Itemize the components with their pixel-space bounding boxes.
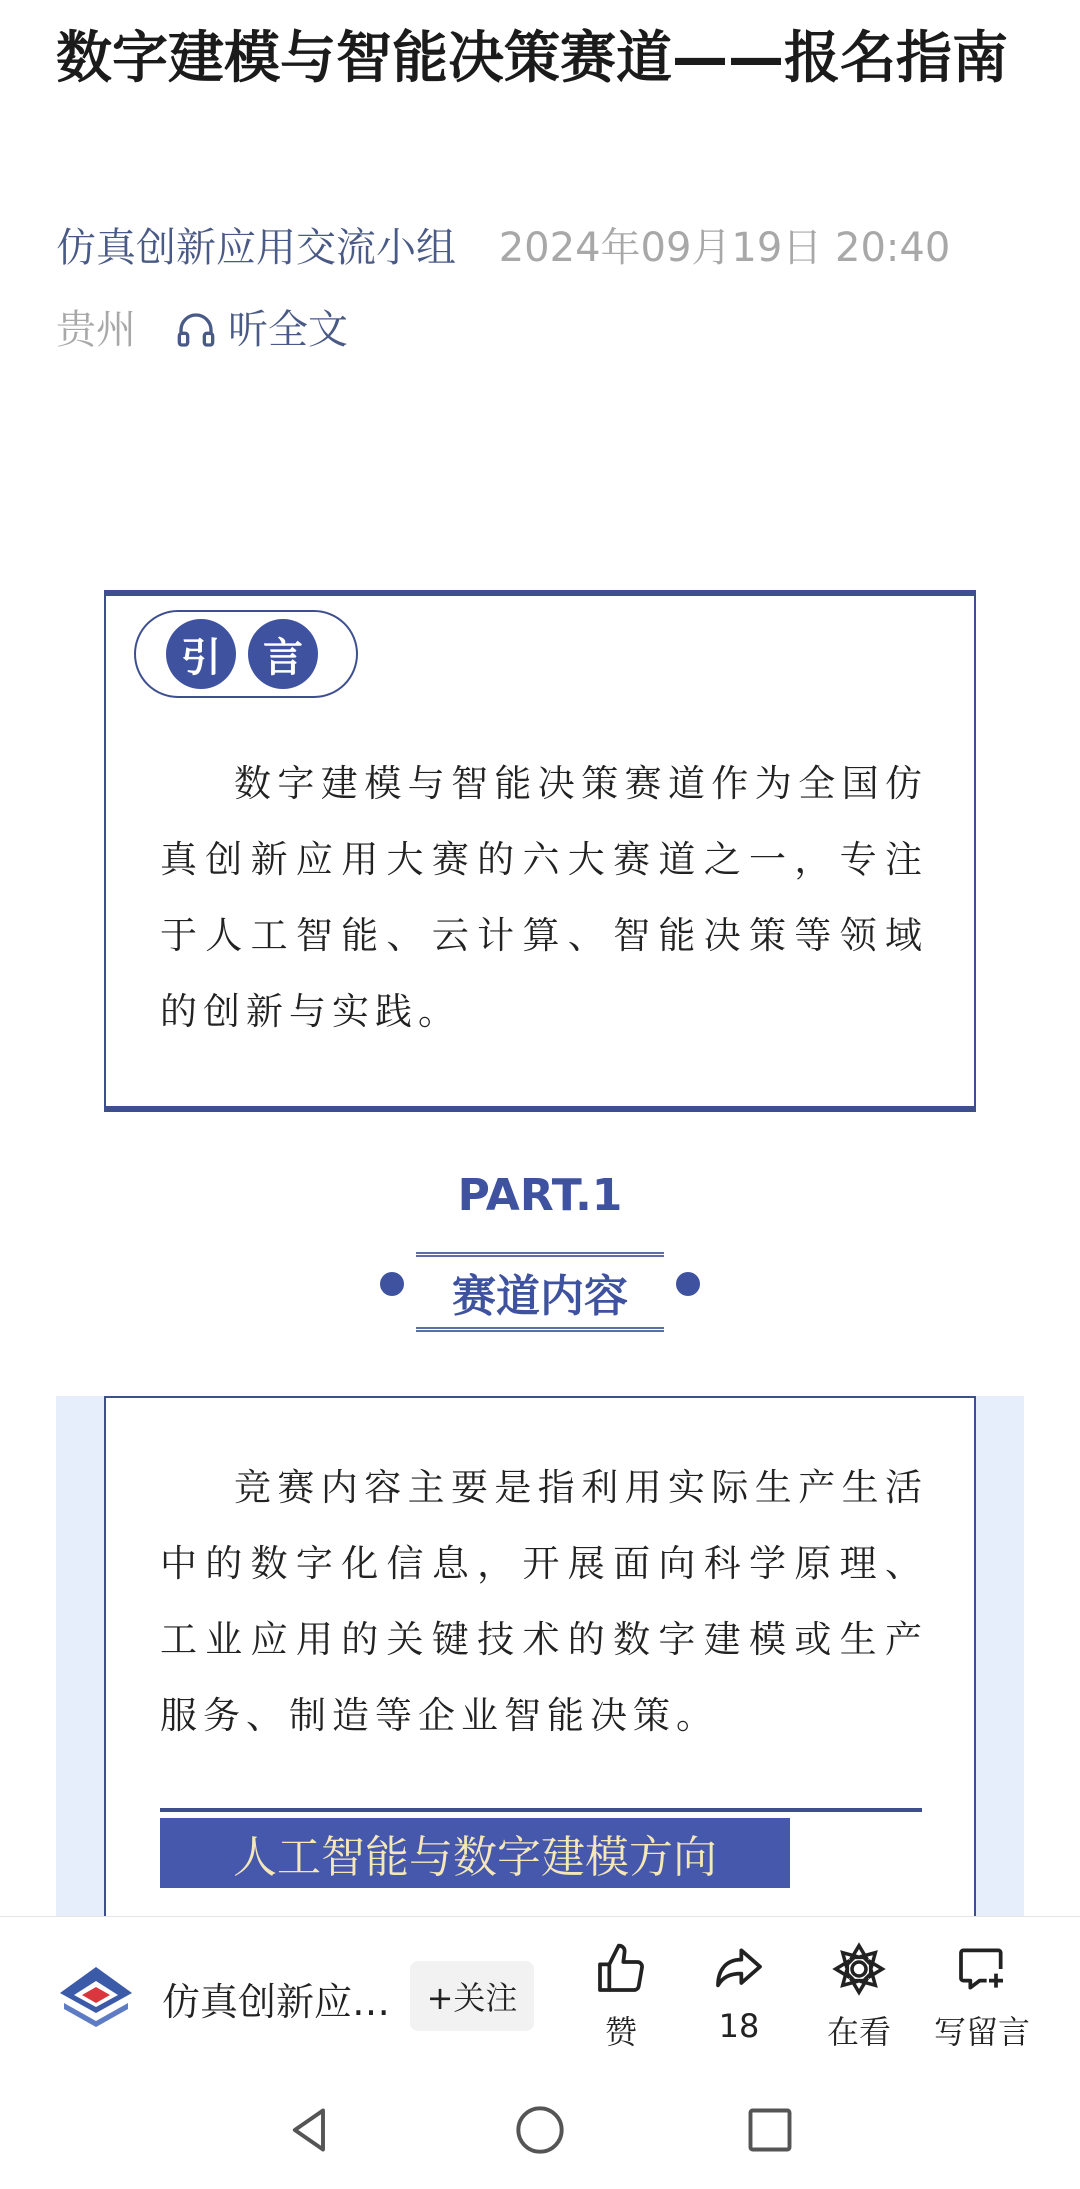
- system-nav-bar: [0, 2056, 1080, 2189]
- watching-button[interactable]: [804, 1941, 914, 2053]
- heading-dot-right: [676, 1272, 700, 1296]
- share-button[interactable]: [684, 1941, 794, 2045]
- comment-add-icon: [954, 1941, 1010, 1997]
- back-triangle-icon[interactable]: [284, 2104, 336, 2156]
- headphones-icon: [176, 310, 216, 350]
- listen-button[interactable]: [176, 302, 348, 358]
- heading-dot-left: [380, 1272, 404, 1296]
- bottom-action-bar: [0, 1916, 1080, 2057]
- account-logo-icon[interactable]: [56, 1963, 136, 2027]
- flower-icon: [831, 1941, 887, 1997]
- share-count: 18: [718, 2007, 760, 2045]
- listen-label: 听全文: [228, 307, 348, 353]
- subheading-banner: [160, 1818, 790, 1888]
- article-title: 数字建模与智能决策赛道——报名指南: [56, 26, 1008, 91]
- content-text: 竞赛内容主要是指利用实际生产生活中的数字化信息，开展面向科学原理、工业应用的关键技术的数字建模或生产服务、制造等企业智能决策。: [160, 1466, 928, 1737]
- like-label: 赞: [604, 2013, 637, 2051]
- home-circle-icon[interactable]: [514, 2104, 566, 2156]
- subheading-text: 人工智能与数字建模方向: [233, 1832, 717, 1883]
- like-button[interactable]: [566, 1941, 676, 2053]
- article-meta-secondary: [56, 302, 348, 358]
- intro-box: [104, 590, 976, 1112]
- recents-square-icon[interactable]: [744, 2104, 796, 2156]
- part-title: [416, 1252, 664, 1332]
- publish-date: 2024年09月19日 20:40: [498, 225, 951, 271]
- intro-badge-char-1: 引: [166, 619, 236, 689]
- intro-badge: [134, 610, 358, 698]
- account-name[interactable]: 仿真创新应…: [162, 1980, 390, 2024]
- follow-button[interactable]: +关注: [410, 1961, 534, 2031]
- share-arrow-icon: [711, 1941, 767, 1997]
- subheading-rule: [160, 1808, 922, 1812]
- comment-label: 写留言: [933, 2013, 1030, 2051]
- comment-button[interactable]: [922, 1941, 1042, 2053]
- part-label: PART.1: [457, 1170, 623, 1221]
- content-box: [104, 1396, 976, 1916]
- author-link[interactable]: 仿真创新应用交流小组: [56, 225, 456, 271]
- intro-text: 数字建模与智能决策赛道作为全国仿真创新应用大赛的六大赛道之一，专注于人工智能、云计算、智能决策等领域的创新与实践。: [160, 762, 928, 1033]
- article-meta: [56, 220, 950, 276]
- intro-badge-char-2: 言: [248, 619, 318, 689]
- thumbs-up-icon: [593, 1941, 649, 1997]
- watching-label: 在看: [826, 2013, 891, 2051]
- location: 贵州: [56, 307, 136, 353]
- part-title-text: 赛道内容: [452, 1271, 628, 1322]
